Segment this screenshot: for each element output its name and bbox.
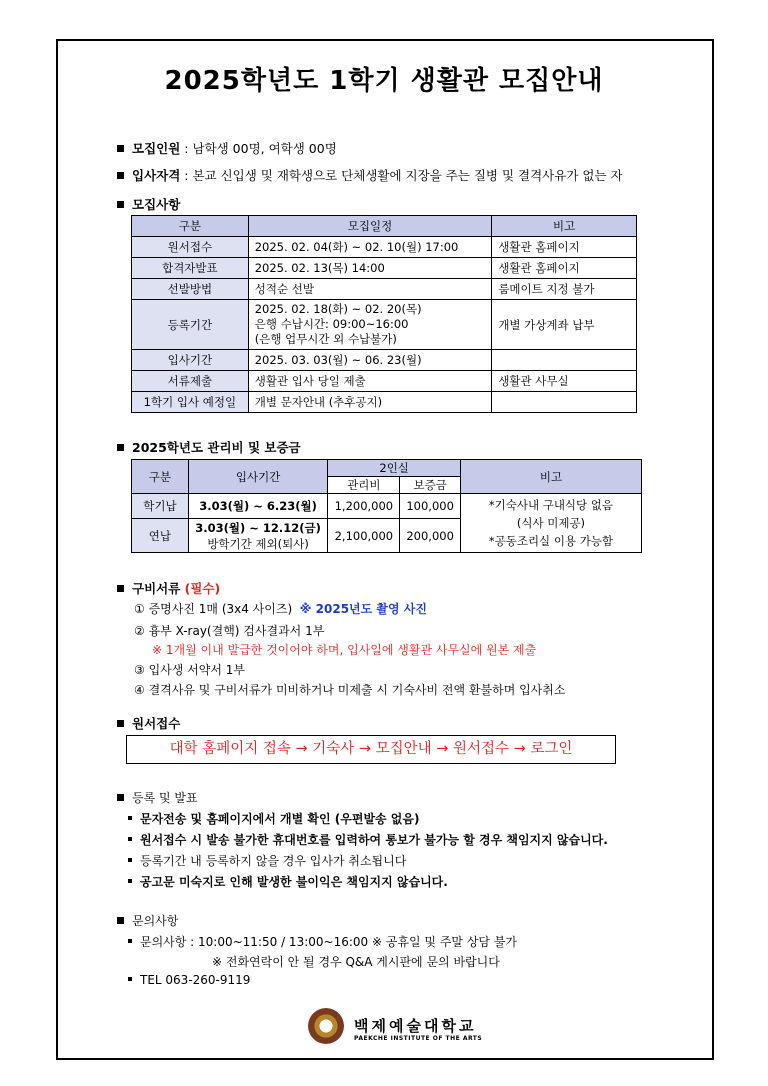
bullet-icon: [128, 879, 132, 883]
docs-heading: 구비서류 (필수): [117, 579, 220, 597]
table-row: 선발방법 성적순 선발 룸메이트 지정 불가: [132, 279, 637, 300]
bullet-icon: [128, 816, 132, 820]
square-bullet-icon: [117, 720, 124, 727]
table-header-row: [132, 216, 637, 237]
header-cell: 관리비: [328, 477, 400, 494]
inquiry-qna: ※ 전화연락이 안 될 경우 Q&A 게시판에 문의 바랍니다: [212, 955, 500, 969]
university-name: 백제예술대학교: [354, 1017, 477, 1035]
notice-item: 등록기간 내 등록하지 않을 경우 입사가 취소됩니다: [128, 852, 406, 869]
square-bullet-icon: [117, 201, 124, 208]
doc-item: ① 증명사진 1매 (3x4 사이즈) ※ 2025년도 촬영 사진: [134, 602, 427, 616]
apply-heading: 원서접수: [117, 714, 180, 732]
inquiry-heading: 문의사항: [117, 912, 178, 929]
notice-heading: 등록 및 발표: [117, 789, 198, 806]
fees-heading: 2025학년도 관리비 및 보증금: [117, 438, 301, 456]
notice-item: 원서접수 시 발송 불가한 휴대번호를 입력하여 통보가 불가능 할 경우 책임지지 않습니다.: [128, 831, 608, 848]
square-bullet-icon: [117, 917, 124, 924]
table-row: 연납 3.03(월) ~ 12.12(금) 방학기간 제외(퇴사) 2,100,000 200,000: [132, 519, 642, 553]
schedule-heading: 모집사항: [117, 195, 180, 213]
notice-item: 문자전송 및 홈페이지에서 개별 확인 (우편발송 없음): [128, 810, 419, 827]
page-title: 2025학년도 1학기 생활관 모집안내: [164, 66, 604, 96]
bullet-icon: [128, 837, 132, 841]
header-cell: 구분: [132, 216, 249, 237]
header-cell: 비고: [460, 460, 641, 494]
bullet-icon: [128, 858, 132, 862]
recruit-label: 모집인원: [132, 141, 181, 156]
eligibility-label: 입사자격: [132, 168, 181, 183]
table-row: 1학기 입사 예정일 개별 문자안내 (추후공지): [132, 392, 637, 413]
bullet-icon: [128, 977, 132, 981]
table-row: 학기납 3.03(월) ~ 6.23(월) 1,200,000 100,000 *기숙사내 구내식당 없음 (식사 미제공) *공동조리실 이용 가능함: [132, 494, 642, 519]
inquiry-hours: 문의사항 : 10:00~11:50 / 13:00~16:00 ※ 공휴일 및 주말 상담 불가: [128, 933, 517, 950]
header-cell: 2인실: [328, 460, 461, 477]
table-header-row: [132, 460, 642, 477]
recruit-line: [117, 139, 337, 157]
square-bullet-icon: [117, 444, 124, 451]
doc-item: ③ 입사생 서약서 1부: [134, 663, 246, 677]
inquiry-tel: TEL 063-260-9119: [128, 973, 250, 987]
schedule-table: [131, 215, 637, 413]
eligibility-text: : 본교 신입생 및 재학생으로 단체생활에 지장을 주는 질병 및 결격사유가 없는 자: [180, 168, 623, 183]
university-english-name: PAEKCHE INSTITUTE OF THE ARTS: [354, 1035, 483, 1042]
square-bullet-icon: [117, 172, 124, 179]
header-cell: 입사기간: [188, 460, 328, 494]
doc-item-note: ※ 1개월 이내 발급한 것이어야 하며, 입사일에 생활관 사무실에 원본 제출: [152, 643, 537, 657]
eligibility-line: [117, 166, 623, 184]
bullet-icon: [128, 939, 132, 943]
header-cell: 비고: [492, 216, 637, 237]
notice-item: 공고문 미숙지로 인해 발생한 불이익은 책임지지 않습니다.: [128, 873, 448, 890]
doc-item: ② 흉부 X-ray(결핵) 검사결과서 1부: [134, 624, 325, 638]
header-cell: 보증금: [400, 477, 461, 494]
doc-item: ④ 결격사유 및 구비서류가 미비하거나 미제출 시 기숙사비 전액 환불하며 입사취소: [134, 683, 566, 697]
header-cell: 구분: [132, 460, 189, 494]
table-row: 합격자발표 2025. 02. 13(목) 14:00 생활관 홈페이지: [132, 258, 637, 279]
table-row: 입사기간 2025. 03. 03(월) ~ 06. 23(월): [132, 350, 637, 371]
recruit-text: : 남학생 00명, 여학생 00명: [180, 141, 337, 156]
square-bullet-icon: [117, 145, 124, 152]
square-bullet-icon: [117, 794, 124, 801]
header-cell: 모집일정: [248, 216, 492, 237]
apply-path-box: 대학 홈페이지 접속 → 기숙사 → 모집안내 → 원서접수 → 로그인: [126, 735, 616, 764]
square-bullet-icon: [117, 585, 124, 592]
fees-table: [131, 459, 642, 553]
table-row: 등록기간 2025. 02. 18(화) ~ 02. 20(목) 은행 수납시간: 09:00~16:00 (은행 업무시간 외 수납불가) 개별 가상계좌 납부: [132, 300, 637, 350]
table-row: 서류제출 생활관 입사 당일 제출 생활관 사무실: [132, 371, 637, 392]
university-seal-icon: [308, 1008, 344, 1044]
fees-note-cell: *기숙사내 구내식당 없음 (식사 미제공) *공동조리실 이용 가능함: [460, 494, 641, 553]
table-row: 원서접수 2025. 02. 04(화) ~ 02. 10(월) 17:00 생활관 홈페이지: [132, 237, 637, 258]
